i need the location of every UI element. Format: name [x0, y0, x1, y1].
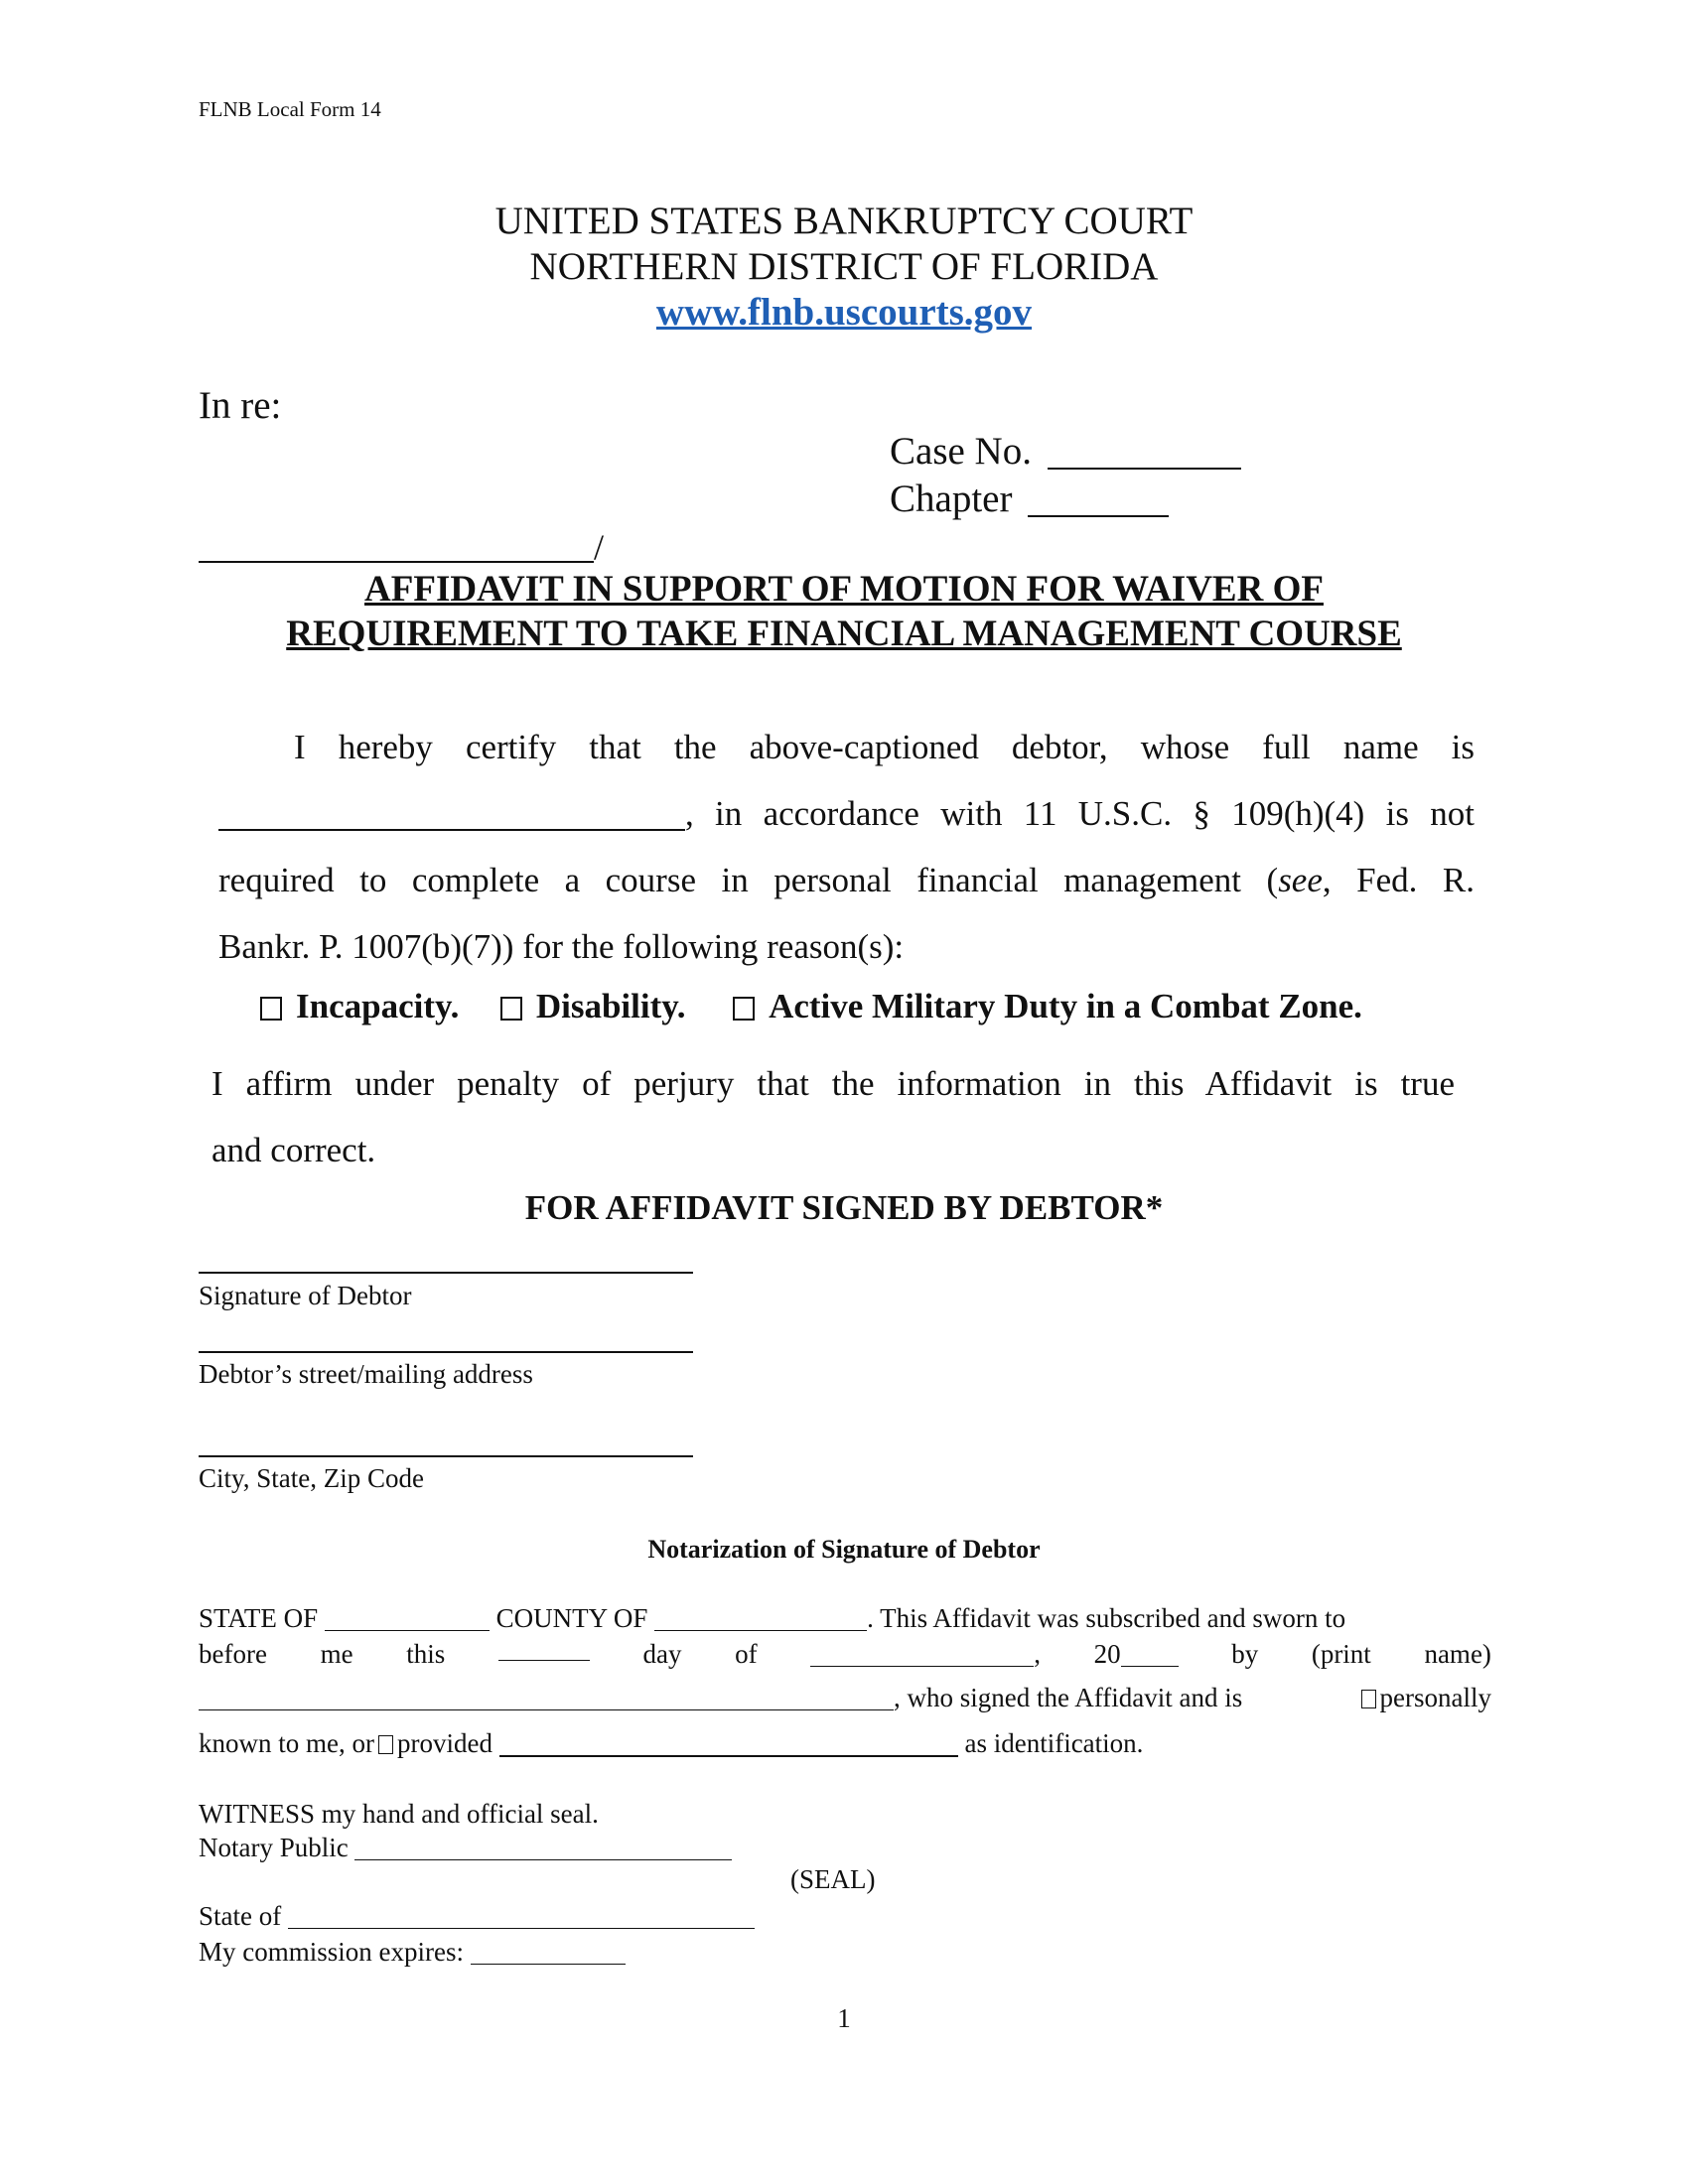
- notary-word-before: before: [199, 1639, 267, 1669]
- affirm-line-2: and correct.: [211, 1131, 376, 1169]
- incapacity-checkbox[interactable]: [260, 997, 282, 1021]
- notary-as-id-text: as identification.: [964, 1728, 1144, 1758]
- case-no-label: Case No.: [890, 430, 1032, 473]
- debtor-full-name-field[interactable]: [218, 805, 685, 831]
- city-state-zip-line[interactable]: [199, 1455, 693, 1457]
- notary-comma: ,: [1034, 1639, 1041, 1669]
- notary-day-field[interactable]: [498, 1636, 590, 1661]
- notary-provided-label: provided: [396, 1728, 492, 1758]
- court-name: UNITED STATES BANKRUPTCY COURT: [494, 200, 1194, 242]
- notarization-heading: Notarization of Signature of Debtor: [647, 1535, 1041, 1564]
- military-duty-checkbox[interactable]: [733, 997, 755, 1021]
- heading-asterisk: *: [1145, 1188, 1164, 1227]
- debtor-caption-field[interactable]: [199, 561, 594, 563]
- notary-state-field[interactable]: [325, 1606, 490, 1631]
- commission-expires-label: My commission expires:: [199, 1937, 464, 1967]
- title-line-1: AFFIDAVIT IN SUPPORT OF MOTION FOR WAIVER OF: [364, 569, 1324, 610]
- notary-state-of-label: STATE OF: [199, 1603, 319, 1633]
- body-line-4: Bankr. P. 1007(b)(7)) for the following reason(s):: [218, 927, 905, 966]
- notary-who-signed-text: , who signed the Affidavit and is: [894, 1683, 1243, 1712]
- notary-state-of-label-2: State of: [199, 1901, 282, 1931]
- notary-county-field[interactable]: [654, 1606, 867, 1631]
- notary-month-field[interactable]: [810, 1642, 1034, 1667]
- chapter-label: Chapter: [890, 478, 1013, 520]
- military-duty-label: Active Military Duty in a Combat Zone.: [769, 987, 1362, 1025]
- caption-slash: /: [594, 527, 605, 567]
- notary-county-of-label: COUNTY OF: [495, 1603, 648, 1633]
- notary-public-label: Notary Public: [199, 1833, 349, 1862]
- notary-personally-label: personally: [1379, 1683, 1491, 1712]
- in-re-label: In re:: [199, 384, 282, 427]
- notary-public-signature-field[interactable]: [354, 1836, 732, 1860]
- notary-known-text: known to me, or: [199, 1728, 374, 1758]
- provided-id-checkbox[interactable]: [378, 1735, 393, 1754]
- court-website-link[interactable]: www.flnb.uscourts.gov: [655, 291, 1033, 334]
- disability-checkbox[interactable]: [500, 997, 522, 1021]
- page-number: 1: [837, 2003, 851, 2033]
- notary-word-print: (print: [1311, 1639, 1371, 1669]
- notary-year-prefix: 20: [1093, 1639, 1121, 1669]
- notary-word-of: of: [735, 1639, 758, 1669]
- body-line-2: , in accordance with 11 U.S.C. § 109(h)(4) is not: [685, 794, 1475, 833]
- city-state-zip-label: City, State, Zip Code: [199, 1463, 424, 1493]
- commission-expires-field[interactable]: [471, 1940, 626, 1965]
- debtor-section-heading: FOR AFFIDAVIT SIGNED BY DEBTOR: [524, 1188, 1146, 1227]
- title-line-2: REQUIREMENT TO TAKE FINANCIAL MANAGEMENT COURSE: [286, 614, 1402, 654]
- witness-line: WITNESS my hand and official seal.: [199, 1799, 599, 1829]
- notary-word-by: by: [1231, 1639, 1259, 1669]
- notary-subscribed-text: . This Affidavit was subscribed and sworn to: [867, 1603, 1346, 1633]
- disability-label: Disability.: [535, 987, 686, 1025]
- identification-field[interactable]: [499, 1731, 958, 1757]
- body-line-1: I hereby certify that the above-captioned debtor, whose full name is: [294, 728, 1475, 766]
- notary-word-name: name): [1424, 1639, 1491, 1669]
- form-id: FLNB Local Form 14: [199, 97, 381, 121]
- body-line-3: required to complete a course in personal financial management (see, Fed. R.: [218, 861, 1475, 899]
- court-district: NORTHERN DISTRICT OF FLORIDA: [529, 245, 1159, 288]
- debtor-address-line[interactable]: [199, 1351, 693, 1353]
- debtor-signature-line[interactable]: [199, 1272, 693, 1274]
- seal-label: (SEAL): [790, 1864, 876, 1894]
- affirm-line-1: I affirm under penalty of perjury that the information in this Affidavit is true: [211, 1064, 1455, 1103]
- notary-word-me: me: [320, 1639, 353, 1669]
- debtor-address-label: Debtor’s street/mailing address: [199, 1359, 533, 1389]
- signature-of-debtor-label: Signature of Debtor: [199, 1281, 412, 1310]
- notary-word-this: this: [406, 1639, 446, 1669]
- chapter-field[interactable]: [1028, 491, 1169, 517]
- notary-word-day: day: [642, 1639, 682, 1669]
- notary-year-field[interactable]: [1121, 1642, 1179, 1667]
- notary-state-of-field[interactable]: [288, 1904, 755, 1929]
- personally-known-checkbox[interactable]: [1361, 1690, 1376, 1708]
- notary-print-name-field[interactable]: [199, 1686, 894, 1710]
- case-no-field[interactable]: [1048, 444, 1241, 470]
- incapacity-label: Incapacity.: [296, 987, 460, 1025]
